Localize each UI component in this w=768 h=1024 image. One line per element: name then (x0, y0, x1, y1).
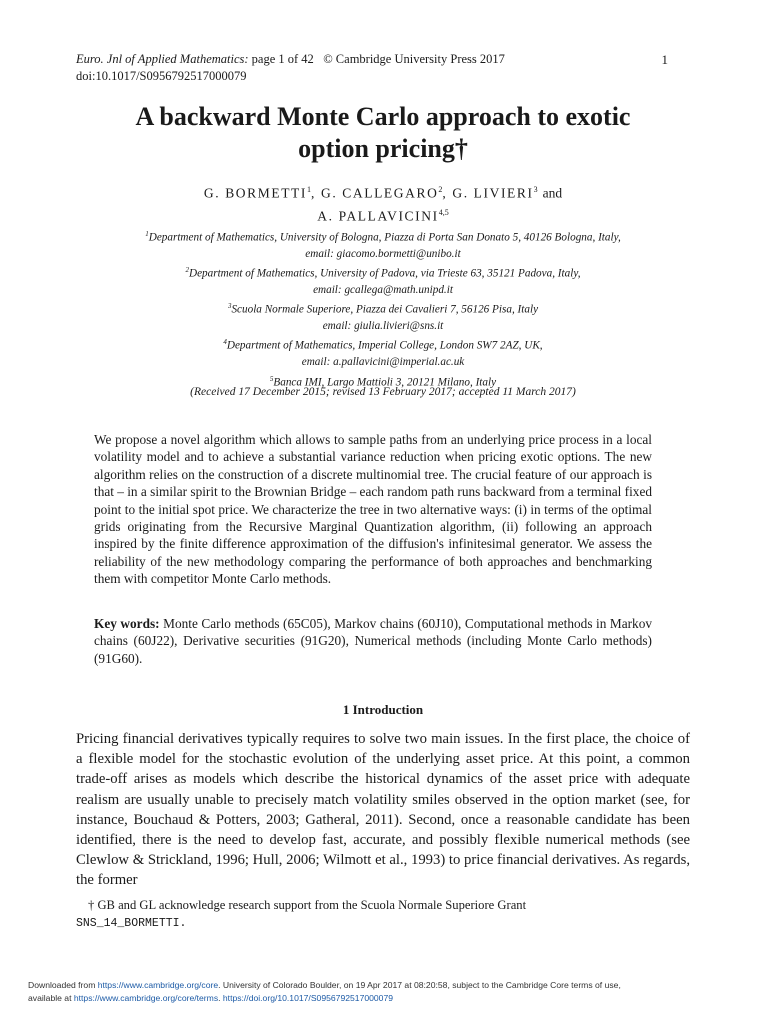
affiliation-line (76, 298, 690, 318)
introduction-paragraph: Pricing financial derivatives typically requires to solve two main issues. In the first place, the choice of a flexible model for the stochastic evolution of the underlying asset price. At this point, a common trade-off arises as models which describe the historical dynamics of the asset price with adequate realism are usually unable to precisely match volatility smiles observed in the option market (see, for instance, Bouchaud & Potters, 2003; Gatheral, 2011). Second, once a reasonable candidate has been identified, there is the need to develop fast, accurate, and possibly flexible numerical methods (see Clewlow & Strickland, 1996; Hull, 2006; Wilmott et al., 1993) to price financial derivatives. As regards, the former (76, 731, 690, 889)
authors-line-1: G. BORMETTI$^1$, G. CALLEGARO$^2$, G. LIVIERI$^3$ and (203, 185, 563, 201)
journal-name: Euro. Jnl of Applied Mathematics: (76, 52, 249, 66)
download-middle: . University of Colorado Boulder, on 19 Apr 2017 at 08:20:58, subject to the Cambridge Core terms of use, (218, 980, 621, 990)
abstract: We propose a novel algorithm which allows to sample paths from an underlying price process in a local volatility model and to achieve a substantial variance reduction when pricing exotic options. The new algorithm relies on the construction of a discrete multinomial tree. The crucial feature of our approach is that – in a similar spirit to the Brownian Bridge – each random path runs backward from a terminal fixed point to the initial spot price. We characterize the tree in two alternative ways: (i) in terms of the optimal grids originating from the Recursive Marginal Quantization algorithm, (ii) following an approach inspired by the finite difference approximation of the diffusion's infinitesimal generator. We assess the reliability of the new methodology comparing the performance of both approaches and benchmarking them with competitor Monte Carlo methods. (94, 432, 652, 587)
page-info: page 1 of 42 (248, 52, 314, 66)
doi-link[interactable]: https://doi.org/10.1017/S0956792517000079 (222, 993, 394, 1003)
affiliation-marker: 2 (185, 266, 189, 275)
doi: doi:10.1017/S0956792517000079 (76, 69, 247, 83)
affiliation-email: email: giacomo.bormetti@unibo.it (305, 247, 461, 260)
title-line-2: option pricing† (298, 134, 468, 163)
cambridge-core-link[interactable]: https://www.cambridge.org/core (97, 980, 219, 990)
affiliation-email: email: a.pallavicini@imperial.ac.uk (301, 356, 465, 369)
affiliation-line (76, 226, 690, 246)
title-line-1: A backward Monte Carlo approach to exotic (135, 102, 631, 131)
affiliation-line (76, 282, 690, 298)
author-4-affil: 4,5 (438, 207, 449, 217)
affiliation-text: Banca IMI, Largo Mattioli 3, 20121 Milano, Italy (273, 376, 497, 389)
affiliation-text: Department of Mathematics, University of Bologna, Piazza di Porta San Donato 5, 40126 Bologna, Italy, (148, 231, 621, 244)
download-separator: . (218, 993, 223, 1003)
received-dates: (Received 17 December 2015; revised 13 February 2017; accepted 11 March 2017) (190, 386, 576, 398)
page-number: 1 (661, 52, 668, 67)
affiliation-marker: 4 (223, 338, 227, 347)
footnote-text: † GB and GL acknowledge research support from the Scuola Normale Superiore Grant (88, 898, 527, 912)
affiliation-line (76, 246, 690, 262)
affiliation-email: email: gcallega@math.unipd.it (313, 284, 453, 297)
affiliation-text: Department of Mathematics, Imperial College, London SW7 2AZ, UK, (226, 340, 543, 353)
author-2: G. CALLEGARO (320, 185, 439, 201)
affiliation-marker: 5 (269, 374, 274, 383)
section-heading: 1 Introduction (342, 702, 424, 717)
affiliation-line (76, 262, 690, 282)
download-line2-prefix: available at (28, 993, 74, 1003)
affiliation-marker: 1 (145, 230, 149, 238)
header-line-1 (76, 51, 505, 68)
keywords-label: Key words: (94, 616, 160, 631)
keywords (94, 615, 652, 667)
affiliation-text: Department of Mathematics, University of Padova, via Trieste 63, 35121 Padova, Italy, (188, 267, 581, 280)
affiliation-line (76, 318, 690, 334)
author-2-affil: 2 (438, 185, 443, 194)
affiliation-line (76, 354, 690, 370)
author-1-affil: 1 (307, 185, 312, 194)
running-header (76, 51, 505, 85)
author-3-affil: 3 (533, 185, 538, 194)
keywords-text: Monte Carlo methods (65C05), Markov chains (60J10), Computational methods in Markov chains (60J22), Derivative securities (91G20), Numerical methods (including Monte Carlo methods) (91G60). (94, 616, 653, 666)
authors-line-2 (76, 203, 690, 226)
author-4: A. PALLAVICINI (317, 208, 439, 223)
affiliation-line (76, 334, 690, 354)
author-3: G. LIVIERI (452, 185, 534, 201)
copyright: © Cambridge University Press 2017 (323, 52, 505, 66)
affiliations (76, 226, 690, 391)
affiliation-marker: 3 (227, 302, 232, 311)
author-list (76, 180, 690, 225)
affiliation-email: email: giulia.livieri@sns.it (322, 320, 444, 333)
authors-and: and (542, 185, 563, 201)
affiliation-text: Scuola Normale Superiore, Piazza dei Cavalieri 7, 56126 Pisa, Italy (231, 304, 539, 317)
download-notice (28, 979, 740, 1005)
grant-id: SNS_14_BORMETTI. (76, 916, 187, 930)
terms-link[interactable]: https://www.cambridge.org/core/terms (73, 993, 219, 1003)
download-prefix: Downloaded from (28, 980, 98, 990)
footnote (76, 897, 670, 932)
paper-title (76, 101, 690, 165)
author-1: G. BORMETTI (203, 185, 308, 201)
